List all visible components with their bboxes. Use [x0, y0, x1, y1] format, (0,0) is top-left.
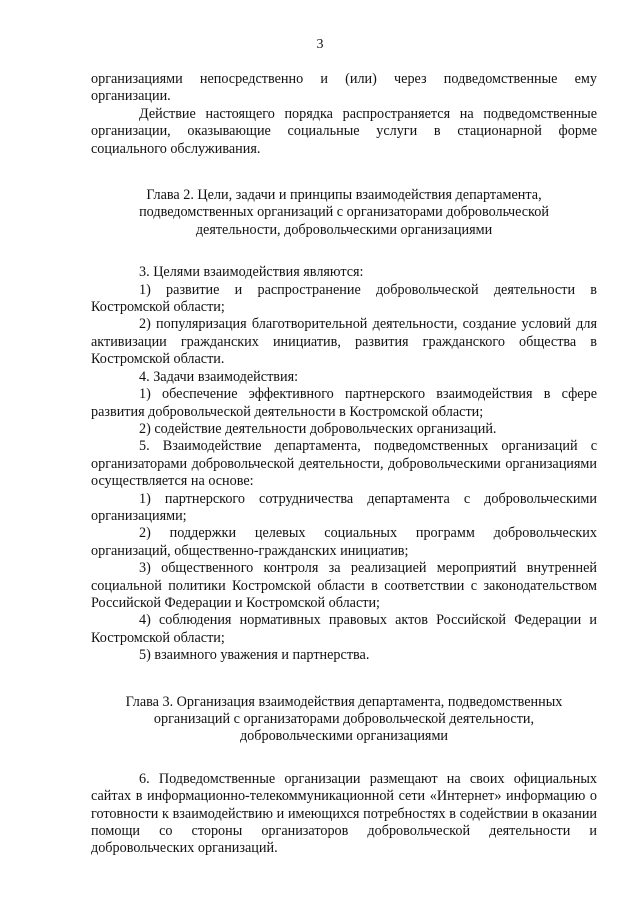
document-body [91, 71, 597, 858]
chapter-2-heading: Глава 2. Цели, задачи и принципы взаимодействия департамента, подведомственных организаций с организаторами добровольческой деятельности, добровольческими организациями [139, 187, 549, 238]
paragraph-scope: Действие настоящего порядка распространяется на подведомственные организации, оказывающие социальные услуги в стационарной форме социального обслуживания. [91, 105, 597, 157]
chapter-3-heading: Глава 3. Организация взаимодействия департамента, подведомственных организаций с организаторами добровольческой деятельности, добровольческими организациями [125, 693, 563, 745]
clause-4-item-1: 1) обеспечение эффективного партнерского взаимодействия в сфере развития добровольческой деятельности в Костромской области; [91, 386, 597, 420]
clause-6: 6. Подведомственные организации размещают на своих официальных сайтах в информационно-телекоммуникационной сети «Интернет» информацию о готовности к взаимодействию и имеющихся потребностях в содействии в оказании помощи со стороны организаторов добровольческой деятельности и добровольческих организаций. [91, 770, 597, 857]
clause-5-item-4: 4) соблюдения нормативных правовых актов Российской Федерации и Костромской области; [91, 612, 597, 646]
clause-3-intro: 3. Целями взаимодействия являются: [139, 264, 364, 281]
clause-3-item-1: 1) развитие и распространение добровольческой деятельности в Костромской области; [91, 281, 597, 316]
page-number: 3 [316, 37, 324, 52]
clause-4-intro: 4. Задачи взаимодействия: [139, 368, 299, 385]
paragraph-continuation: организациями непосредственно и (или) через подведомственные ему организации. [91, 71, 597, 105]
clause-5-item-5: 5) взаимного уважения и партнерства. [139, 647, 370, 664]
clause-5-item-2: 2) поддержки целевых социальных программ добровольческих организаций, общественно-гражданских инициатив; [91, 525, 597, 559]
clause-5-item-3: 3) общественного контроля за реализацией мероприятий внутренней социальной политики Костромской области в соответствии с законодательством Российской Федерации и Костромской области; [91, 560, 597, 611]
clause-3-item-2: 2) популяризация благотворительной деятельности, создание условий для активизации гражданских инициатив, развития гражданского общества в Костромской области. [91, 316, 597, 368]
clause-5-item-1: 1) партнерского сотрудничества департамента с добровольческими организациями; [91, 490, 597, 524]
clause-4-item-2: 2) содействие деятельности добровольческих организаций. [139, 420, 497, 437]
clause-5-intro: 5. Взаимодействие департамента, подведомственных организаций с организаторами добровольческой деятельности, добровольческими организациями осуществляется на основе: [91, 438, 597, 490]
